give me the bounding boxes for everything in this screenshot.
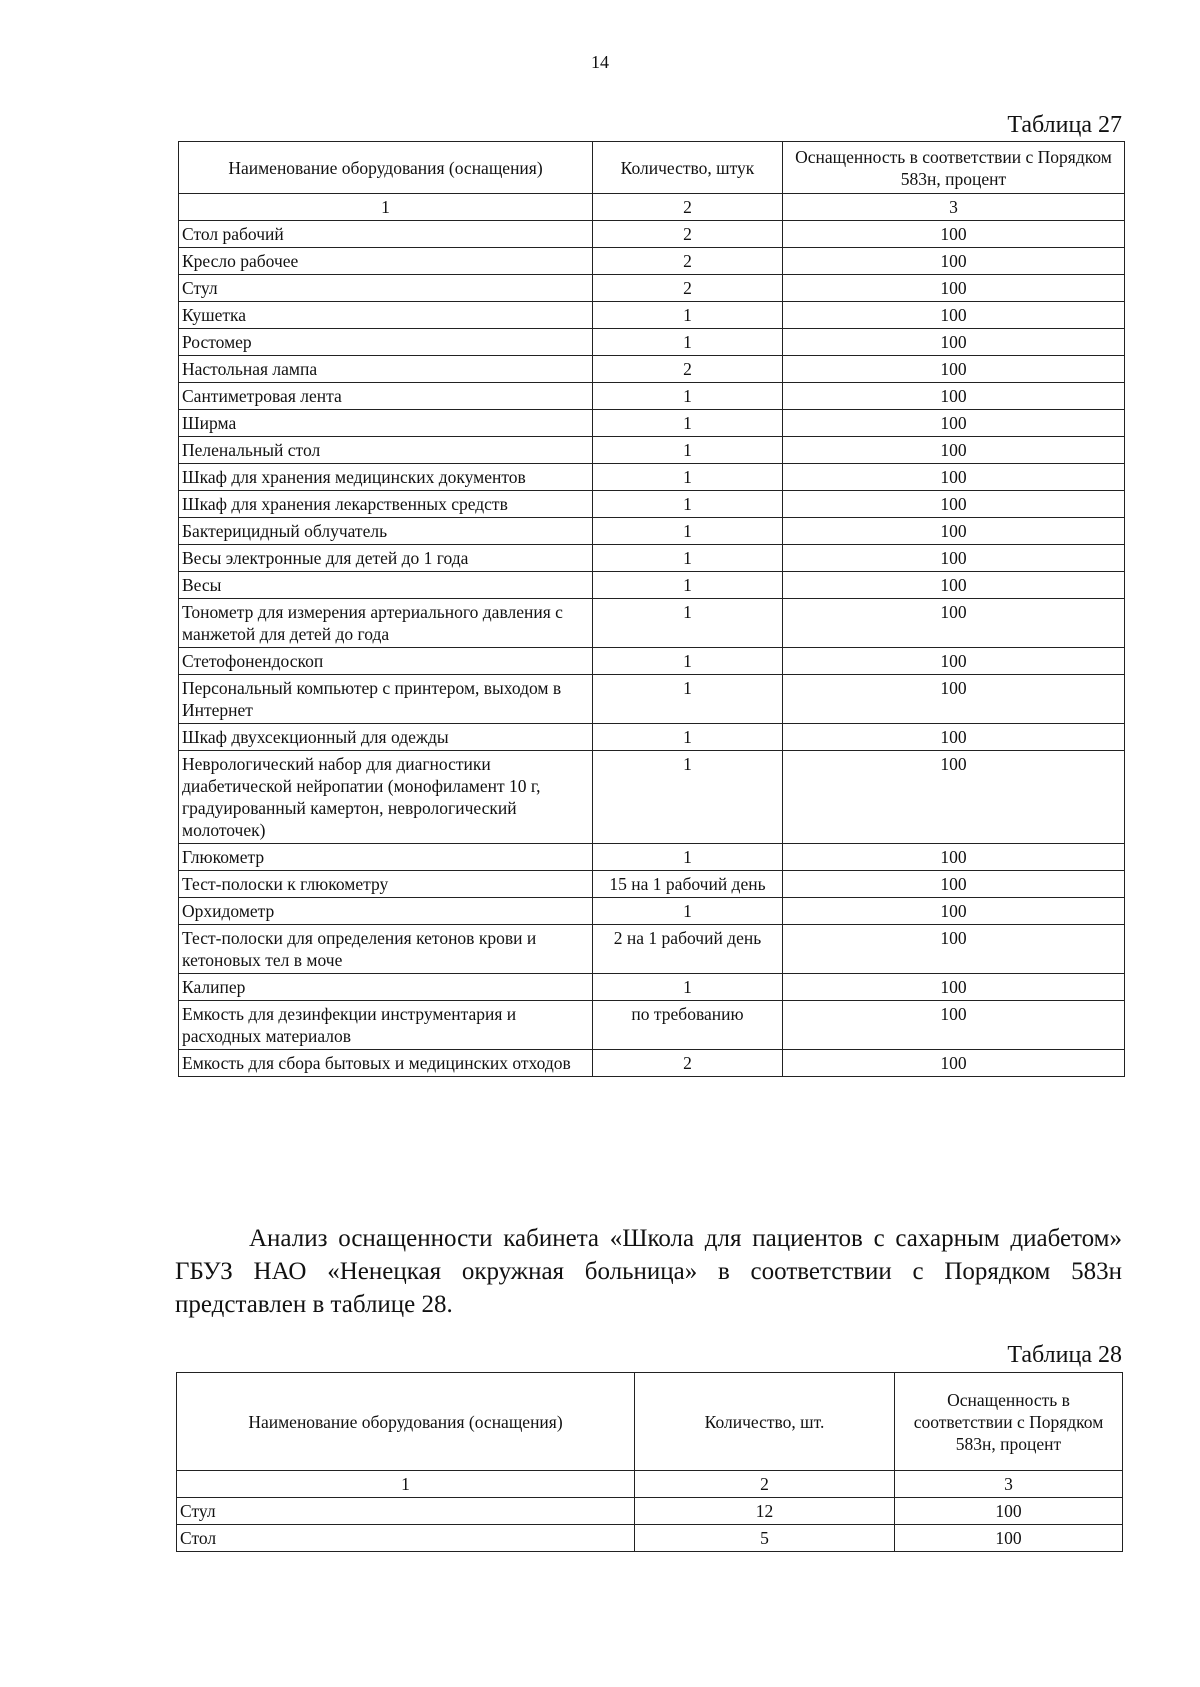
table-27-row (179, 1050, 1125, 1077)
table-27-cell-qty: 1 (593, 751, 783, 844)
table-27-cell-name: Стул (179, 275, 593, 302)
table-27-row (179, 724, 1125, 751)
table-27-cell-pct: 100 (783, 898, 1125, 925)
table-27-row (179, 751, 1125, 844)
table-27-cell-qty: 1 (593, 518, 783, 545)
table-27-row (179, 410, 1125, 437)
table-27-cell-pct: 100 (783, 464, 1125, 491)
table-27-cell-pct: 100 (783, 437, 1125, 464)
table-27-col-number: 3 (783, 194, 1125, 221)
table-28-header-name: Наименование оборудования (оснащения) (177, 1373, 635, 1471)
table-27-cell-pct: 100 (783, 974, 1125, 1001)
table-27-cell-name: Неврологический набор для диагностики диабетической нейропатии (монофиламент 10 г, градуированный камертон, неврологический молоточек) (179, 751, 593, 844)
table-27-cell-qty: 1 (593, 844, 783, 871)
table-27-cell-qty: 1 (593, 572, 783, 599)
table-27-cell-name: Глюкометр (179, 844, 593, 871)
table-28-col-number: 1 (177, 1471, 635, 1498)
table-27-cell-name: Бактерицидный облучатель (179, 518, 593, 545)
table-28-header-row (177, 1373, 1123, 1471)
table-27-header-name: Наименование оборудования (оснащения) (179, 142, 593, 194)
table-27-cell-pct: 100 (783, 221, 1125, 248)
table-27-cell-qty: 1 (593, 724, 783, 751)
table-27-cell-name: Стетофонендоскоп (179, 648, 593, 675)
table-27-cell-qty: 1 (593, 648, 783, 675)
table-28-cell-pct: 100 (895, 1498, 1123, 1525)
table-27-cell-pct: 100 (783, 410, 1125, 437)
table-27-cell-name: Сантиметровая лента (179, 383, 593, 410)
table-28-col-number: 3 (895, 1471, 1123, 1498)
table-27-cell-name: Весы электронные для детей до 1 года (179, 545, 593, 572)
table-27-cell-name: Кресло рабочее (179, 248, 593, 275)
table-27-cell-name: Кушетка (179, 302, 593, 329)
table-27-row (179, 248, 1125, 275)
table-27-cell-pct: 100 (783, 491, 1125, 518)
table-27-cell-name: Емкость для дезинфекции инструментария и расходных материалов (179, 1001, 593, 1050)
table-27-cell-name: Пеленальный стол (179, 437, 593, 464)
table-27-cell-pct: 100 (783, 329, 1125, 356)
table-27-cell-qty: 2 (593, 221, 783, 248)
table-27-row (179, 329, 1125, 356)
table-27-row (179, 383, 1125, 410)
table-27-col-number: 2 (593, 194, 783, 221)
table-27-cell-pct: 100 (783, 302, 1125, 329)
table-27-cell-qty: 1 (593, 437, 783, 464)
table-28-row (177, 1525, 1123, 1552)
table-27-cell-name: Шкаф для хранения лекарственных средств (179, 491, 593, 518)
table-27-cell-pct: 100 (783, 248, 1125, 275)
table-27-cell-qty: 1 (593, 675, 783, 724)
table-27-cell-qty: 2 (593, 1050, 783, 1077)
table-27-cell-pct: 100 (783, 518, 1125, 545)
table-27-numbering-row (179, 194, 1125, 221)
table-27-cell-qty: 1 (593, 464, 783, 491)
table-27-row (179, 545, 1125, 572)
table-28 (176, 1372, 1123, 1552)
table-27-row (179, 464, 1125, 491)
table-27-row (179, 925, 1125, 974)
table-27-cell-qty: 1 (593, 410, 783, 437)
table-27-cell-name: Орхидометр (179, 898, 593, 925)
table-27-cell-name: Стол рабочий (179, 221, 593, 248)
table-27-cell-qty: 1 (593, 545, 783, 572)
table-27-cell-pct: 100 (783, 1050, 1125, 1077)
table-27-row (179, 871, 1125, 898)
table-27-cell-pct: 100 (783, 648, 1125, 675)
table-27-row (179, 1001, 1125, 1050)
table-27-row (179, 437, 1125, 464)
table-27-cell-name: Шкаф для хранения медицинских документов (179, 464, 593, 491)
table-27-cell-name: Весы (179, 572, 593, 599)
table-27 (178, 141, 1125, 1077)
table-27-row (179, 491, 1125, 518)
table-27-cell-pct: 100 (783, 599, 1125, 648)
table-28-header-qty: Количество, шт. (635, 1373, 895, 1471)
table-28-numbering-row (177, 1471, 1123, 1498)
table-27-row (179, 974, 1125, 1001)
table-28-header-equip: Оснащенность в соответствии с Порядком 583н, процент (895, 1373, 1123, 1471)
table-27-cell-name: Настольная лампа (179, 356, 593, 383)
table-27-cell-pct: 100 (783, 572, 1125, 599)
table-27-cell-name: Тонометр для измерения артериального давления с манжетой для детей до года (179, 599, 593, 648)
table-27-row (179, 221, 1125, 248)
table-27-cell-qty: 2 на 1 рабочий день (593, 925, 783, 974)
table-27-cell-qty: по требованию (593, 1001, 783, 1050)
table-27-cell-pct: 100 (783, 1001, 1125, 1050)
table-27-header-qty: Количество, штук (593, 142, 783, 194)
table-27-cell-name: Тест-полоски к глюкометру (179, 871, 593, 898)
table-27-row (179, 302, 1125, 329)
table-27-row (179, 648, 1125, 675)
table-27-cell-name: Шкаф двухсекционный для одежды (179, 724, 593, 751)
table-27-cell-name: Емкость для сбора бытовых и медицинских отходов (179, 1050, 593, 1077)
table-27-cell-pct: 100 (783, 751, 1125, 844)
table-27-cell-name: Тест-полоски для определения кетонов крови и кетоновых тел в моче (179, 925, 593, 974)
table-27-row (179, 356, 1125, 383)
table-27-header-equip: Оснащенность в соответствии с Порядком 583н, процент (783, 142, 1125, 194)
page-number: 14 (591, 52, 609, 72)
table-27-cell-qty: 1 (593, 599, 783, 648)
analysis-paragraph: Анализ оснащенности кабинета «Школа для пациентов с сахарным диабетом» ГБУЗ НАО «Ненецкая окружная больница» в соответствии с Порядком 583н представлен в таблице 28. (175, 1225, 1122, 1318)
table-27-row (179, 675, 1125, 724)
table-27-cell-qty: 15 на 1 рабочий день (593, 871, 783, 898)
table-27-cell-pct: 100 (783, 925, 1125, 974)
table-27-cell-pct: 100 (783, 545, 1125, 572)
table-27-col-number: 1 (179, 194, 593, 221)
table-27-row (179, 572, 1125, 599)
table-27-cell-qty: 1 (593, 898, 783, 925)
table-28-cell-name: Стул (177, 1498, 635, 1525)
table-27-cell-name: Ростомер (179, 329, 593, 356)
table-27-row (179, 518, 1125, 545)
table-28-cell-pct: 100 (895, 1525, 1123, 1552)
table-27-cell-pct: 100 (783, 275, 1125, 302)
table-27-cell-name: Персональный компьютер с принтером, выходом в Интернет (179, 675, 593, 724)
table-27-cell-pct: 100 (783, 675, 1125, 724)
table-27-cell-pct: 100 (783, 871, 1125, 898)
table-27-cell-qty: 1 (593, 302, 783, 329)
table-27-cell-qty: 1 (593, 383, 783, 410)
table-27-caption: Таблица 27 (1007, 112, 1122, 138)
table-27-row (179, 275, 1125, 302)
table-27-cell-name: Калипер (179, 974, 593, 1001)
table-27-cell-qty: 2 (593, 275, 783, 302)
table-27-row (179, 898, 1125, 925)
table-27-cell-pct: 100 (783, 844, 1125, 871)
table-28-col-number: 2 (635, 1471, 895, 1498)
table-28-cell-name: Стол (177, 1525, 635, 1552)
table-27-cell-pct: 100 (783, 724, 1125, 751)
table-27-row (179, 844, 1125, 871)
table-27-cell-qty: 2 (593, 356, 783, 383)
table-27-cell-qty: 1 (593, 329, 783, 356)
table-27-cell-qty: 1 (593, 974, 783, 1001)
table-27-header-row (179, 142, 1125, 194)
table-27-cell-pct: 100 (783, 356, 1125, 383)
table-28-caption: Таблица 28 (1007, 1342, 1122, 1368)
table-28-row (177, 1498, 1123, 1525)
table-27-row (179, 599, 1125, 648)
table-27-cell-pct: 100 (783, 383, 1125, 410)
table-27-cell-name: Ширма (179, 410, 593, 437)
table-27-cell-qty: 2 (593, 248, 783, 275)
table-28-cell-qty: 5 (635, 1525, 895, 1552)
table-27-cell-qty: 1 (593, 491, 783, 518)
table-28-cell-qty: 12 (635, 1498, 895, 1525)
